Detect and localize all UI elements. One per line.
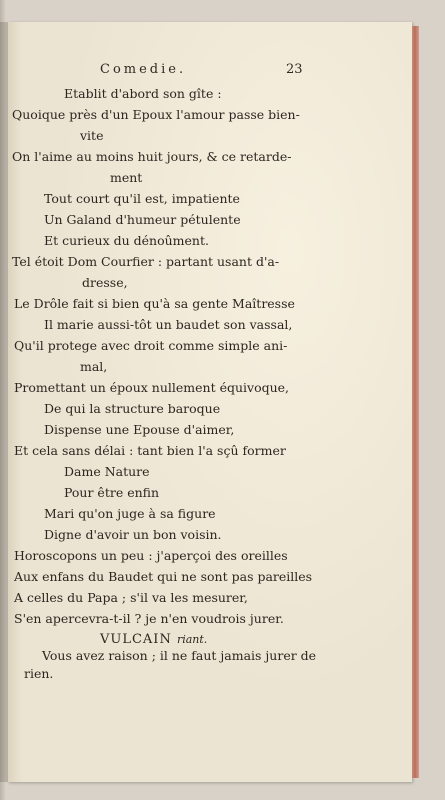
running-title: Comedie. (100, 62, 187, 77)
verse-line: Pour être enfin (64, 485, 160, 500)
stage-direction: riant. (176, 633, 208, 646)
verse-line: ment (110, 170, 143, 185)
verse-line: Tout court qu'il est, impatiente (44, 191, 240, 206)
verse-line: A celles du Papa ; s'il va les mesurer, (14, 590, 248, 605)
verse-line: Tel étoit Dom Courfier : partant usant d'a- (12, 254, 280, 269)
verse-line: Il marie aussi-tôt un baudet son vassal, (44, 317, 293, 332)
verse-line: Dame Nature (64, 464, 150, 479)
verse-line: Qu'il protege avec droit comme simple ani- (14, 338, 288, 353)
verse-line: Etablit d'abord son gîte : (64, 86, 222, 101)
verse-line: Mari qu'on juge à sa figure (44, 506, 216, 521)
verse-line: Quoique près d'un Epoux l'amour passe bien- (12, 107, 300, 122)
verse-line: Promettant un époux nullement équivoque, (14, 380, 290, 395)
verse-line: dresse, (82, 275, 128, 290)
speech-line: Vous avez raison ; il ne faut jamais jurer de (42, 648, 317, 663)
verse-line: Le Drôle fait si bien qu'à sa gente Maîtresse (14, 296, 295, 311)
speech-line: rien. (24, 666, 54, 681)
verse-line: On l'aime au moins huit jours, & ce retarde- (12, 149, 292, 164)
speaker-heading (100, 632, 207, 647)
verse-line: mal, (80, 359, 108, 374)
page-number: 23 (286, 62, 303, 77)
speaker-name: VULCAIN (100, 632, 172, 647)
verse-line: Digne d'avoir un bon voisin. (44, 527, 222, 542)
verse-line: Aux enfans du Baudet qui ne sont pas pareilles (14, 569, 313, 584)
verse-line: Horoscopons un peu : j'aperçoi des oreilles (14, 548, 288, 563)
page-edge (412, 26, 419, 778)
verse-line: vite (80, 128, 104, 143)
verse-line: De qui la structure baroque (44, 401, 221, 416)
verse-line: Et curieux du dénoûment. (44, 233, 209, 248)
verse-line: Dispense une Epouse d'aimer, (44, 422, 235, 437)
verse-line: Un Galand d'humeur pétulente (44, 212, 241, 227)
verse-line: Et cela sans délai : tant bien l'a sçû former (14, 443, 286, 458)
verse-line: S'en apercevra-t-il ? je n'en voudrois jurer. (14, 611, 284, 626)
